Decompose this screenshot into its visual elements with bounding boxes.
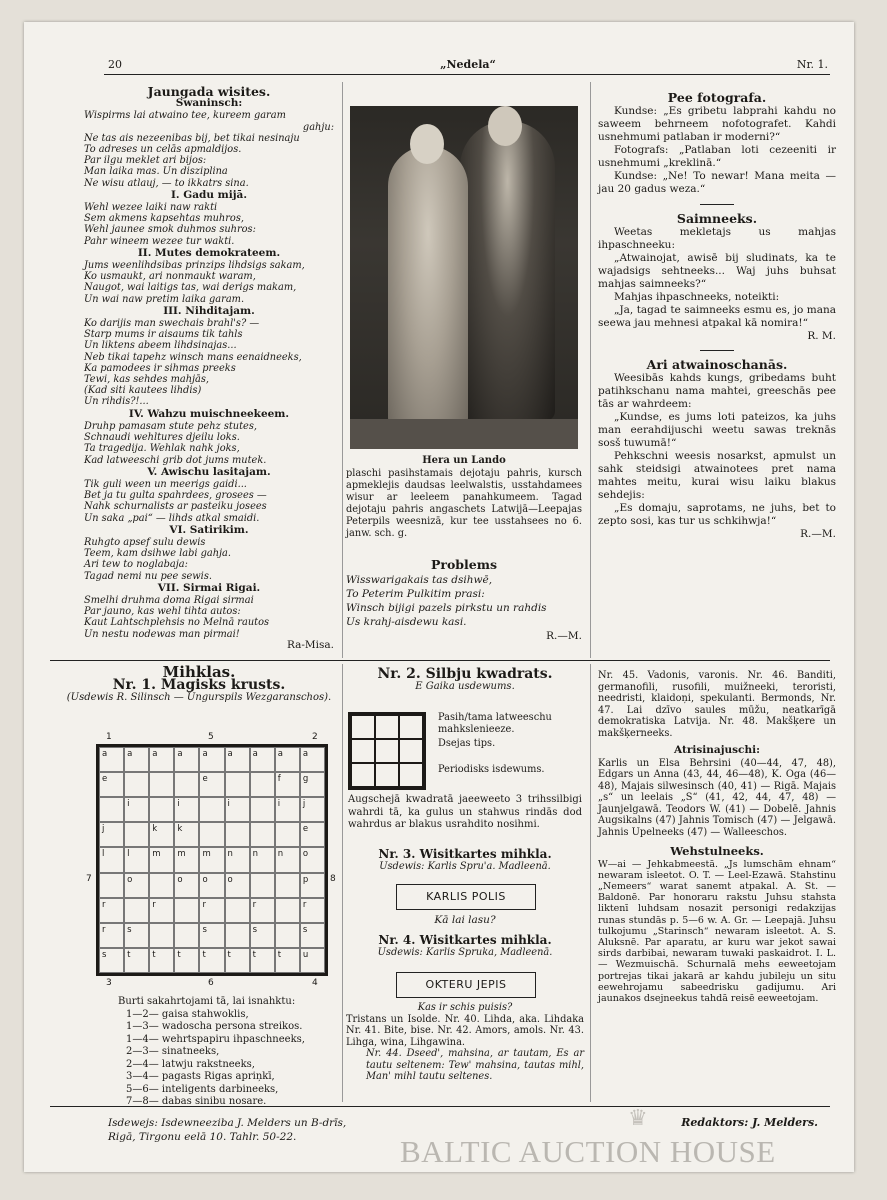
column-divider	[590, 82, 591, 658]
grid-cell: o	[199, 873, 224, 898]
poem-heading: V. Awischu lasitajam.	[147, 465, 271, 478]
poem-line: To adreses un celās apmaldijos.	[84, 144, 242, 156]
grid-cell	[149, 772, 174, 797]
answers-text: Tristans un Isolde. Nr. 40. Lihda, aka. Lihdaka Nr. 41. Bite, bise. Nr. 42. Amors, amols. Nr. 43. Lihga, wina, Lihgawina.	[346, 1013, 584, 1048]
grid-cell	[225, 898, 250, 923]
header-rule	[104, 74, 830, 75]
grid-cell: a	[149, 747, 174, 772]
poem-line: Winsch bijigi pazels pirkstu un rahdis	[346, 602, 547, 614]
clue-item: Periodisks isdewums.	[438, 764, 545, 775]
clue-item: Dsejas tips.	[438, 738, 496, 749]
grid-cell	[250, 772, 275, 797]
poem-line: Tewi, kas sehdes mahjās,	[84, 374, 210, 386]
address: Rigā, Tirgonu eelā 10. Tahlr. 50-22.	[108, 1131, 297, 1143]
anecdote-paragraph: Mahjas ihpaschneeks, noteikti:	[614, 291, 780, 303]
section-title: Atrisinajuschi:	[674, 744, 760, 756]
grid-cell	[250, 822, 275, 847]
grid-cell	[275, 898, 300, 923]
column-divider	[342, 82, 343, 658]
poem-heading: IV. Wahzu muischneekeem.	[128, 407, 290, 420]
grid-cell: s	[250, 923, 275, 948]
poem-line: Un liktens abeem lihdsinajas...	[84, 340, 237, 352]
poem-line: Un saka „pai“ — lihds atkal smaidi.	[84, 512, 260, 524]
grid-cell: t	[174, 948, 199, 973]
anecdote-title: Pee fotografa.	[667, 90, 767, 105]
poem-heading: I. Gadu mijā.	[171, 188, 247, 201]
grid-cell: t	[225, 948, 250, 973]
grid-cell: a	[99, 747, 124, 772]
grid-cell: r	[300, 898, 325, 923]
poem-line: Ta tragedija. Wehlak nahk joks,	[84, 443, 240, 455]
clue-item: 3—4— pagasts Rigas apriņkī,	[126, 1071, 275, 1082]
grid-number: 4	[312, 978, 318, 988]
photo-figure	[388, 146, 468, 436]
grid-number: 1	[106, 732, 112, 742]
poem-column	[84, 86, 334, 651]
footer-rule	[50, 1106, 830, 1107]
poem-line: Jums weenlihdsibas prinzips lihdsigs sakam,	[84, 260, 305, 272]
anecdote-paragraph: Weetas mekletajs us mahjas ihpaschneeku:	[598, 226, 836, 251]
poem-line: Neb tikai tapehz winsch mans eenaidneeks,	[84, 351, 302, 363]
grid-cell: n	[275, 847, 300, 872]
issue-number: Nr. 1.	[796, 58, 828, 71]
poem-line: Ne tas ais nezeenibas bij, bet tikai nesinaju	[84, 132, 300, 144]
poem-line: Nahk schurnalists ar pasteiku josees	[84, 501, 267, 513]
grid-cell: o	[300, 847, 325, 872]
answers-text: Nr. 45. Vadonis, varonis. Nr. 46. Banditi, germanofili, rusofili, muižneeki, teroristi, needristi, klaidoņi, spekulanti. Bermonds, Nr. 47. Lai dzīvo saules mūžu, neatkarīgā demokratiska Latvija. Nr. 48. Makšķere un makšķerneeks.	[598, 670, 836, 739]
grid-cell: i	[225, 797, 250, 822]
grid-cell: t	[275, 948, 300, 973]
anecdote-paragraph: „Kundse, es jums loti pateizos, ka juhs man eerahdijuschi weetu sawas treknās sosš tuwumā!“	[598, 411, 836, 449]
grid-cell: o	[225, 873, 250, 898]
poem-heading: VI. Satirikim.	[169, 523, 249, 536]
clue-item: 5—6— inteligents darbineeks,	[126, 1083, 279, 1095]
grid-cell: a	[124, 747, 149, 772]
answer-44: Nr. 44. Dseed', mahsina, ar tautam, Es ar tautu seltenem: Tew' mahsina, tautas mihl, Man' mihl tautu seltenes.	[366, 1048, 584, 1082]
poem-line: Wispirms lai atwaino tee, kureem garam	[84, 110, 286, 122]
crown-icon: ♛	[628, 1106, 648, 1131]
syllable-instructions: Augschejā kwadratā jaeeweeto 3 trihssilbigi wahrdi tā, ka gulus un stahwus rindās dod wahrdus ar blakus usrahdito nosihmi.	[348, 794, 582, 830]
grid-cell	[250, 873, 275, 898]
grid-cell: j	[300, 797, 325, 822]
article-title: Jaungada wisites.	[147, 84, 271, 99]
visiting-card: KARLIS POLIS	[396, 884, 536, 910]
photo-figure	[488, 106, 522, 146]
grid-cell: r	[149, 898, 174, 923]
column-divider	[342, 664, 343, 1102]
poem-heading: Swaninsch:	[175, 97, 243, 110]
poem-line: Kad latweeschi grib dot jums mutek.	[84, 454, 267, 466]
grid-cell	[149, 797, 174, 822]
poem-sections	[84, 98, 334, 640]
caption-title: Hera un Lando	[422, 455, 506, 466]
syllable-square-grid	[348, 712, 426, 790]
puzzle-author: E Gaika usdewums.	[415, 681, 515, 692]
clue-item: Pasih/tama latweeschu mahkslenieeze.	[438, 712, 552, 735]
grid-cell: u	[300, 948, 325, 973]
poem-line: Un rihdis?!...	[84, 396, 149, 408]
anecdote-paragraph: Weesibās kahds kungs, gribedams buht patihkschanu nama mahtei, greeschās pee tās ar wahrdeem:	[598, 372, 836, 410]
section-title: Wehstulneeks.	[670, 844, 764, 858]
anecdote-column	[598, 92, 836, 540]
grid-cell	[275, 923, 300, 948]
anecdote-paragraph: „Es domaju, saprotams, ne juhs, bet to zepto sosi, kas tur us schkihwja!“	[598, 502, 836, 527]
grid-cell	[124, 822, 149, 847]
poem-line: Man laika mas. Un disziplina	[84, 166, 228, 178]
poem-line: Smelhi druhma doma Rigai sirmai	[84, 594, 254, 606]
puzzle-title: Nr. 4. Wisitkartes mihkla.	[378, 933, 552, 947]
puzzle-author: Usdewis: Karlis Spru'a. Madleenā.	[379, 861, 551, 872]
page-number: 20	[108, 58, 122, 71]
puzzle-title: Nr. 3. Wisitkartes mihkla.	[378, 847, 552, 861]
grid-cell	[225, 822, 250, 847]
grid-number: 5	[208, 732, 214, 742]
grid-cell: k	[149, 822, 174, 847]
clue-item: 2—4— latwju rakstneeks,	[126, 1058, 255, 1070]
grid-cell	[124, 898, 149, 923]
riddles-header	[64, 663, 334, 704]
anecdote-paragraph: Kundse: „Es gribetu labprahi kahdu no saweem behrneem nofotografet. Kahdi usnehmumi patlaban ir moderni?“	[598, 105, 836, 143]
puzzle-question: Kas ir schis puisis?	[417, 1002, 513, 1013]
poem-heading: III. Nihditajam.	[163, 304, 255, 317]
grid-cell	[174, 898, 199, 923]
grid-cell	[225, 772, 250, 797]
poem-line: Un wai naw pretim laika garam.	[84, 293, 245, 305]
grid-cell: a	[250, 747, 275, 772]
visiting-card-puzzle-4	[346, 934, 584, 959]
publisher-info	[108, 1116, 346, 1144]
newspaper-page	[24, 22, 854, 1172]
poem-line: Druhp pamasam stute pehz stutes,	[84, 420, 257, 432]
poem-line: Starp mums ir aisaums tik tahls	[84, 329, 243, 341]
poem-heading: VII. Sirmai Rigai.	[157, 581, 261, 594]
clue-item: 7—8— dabas sinibu nosare.	[126, 1096, 267, 1107]
section-title: Problems	[430, 557, 498, 572]
visiting-card-puzzle-3	[346, 848, 584, 873]
grid-cell: r	[99, 898, 124, 923]
grid-cell	[199, 822, 224, 847]
grid-cell: o	[174, 873, 199, 898]
grid-cell: i	[174, 797, 199, 822]
grid-cell: s	[199, 923, 224, 948]
grid-cell	[174, 772, 199, 797]
grid-cell: a	[300, 747, 325, 772]
grid-cell: g	[300, 772, 325, 797]
grid-cell: r	[99, 923, 124, 948]
anecdote-paragraph: Pehkschni weesis nosarkst, apmulst un sahk steidsigi atwainotees pret nama mahtes meitu, kurai wisu laiku blakus sehdejis:	[598, 450, 836, 501]
separator-rule	[700, 350, 734, 351]
grid-cell: s	[99, 948, 124, 973]
visiting-card: OKTERU JEPIS	[396, 972, 536, 998]
dancers-photo	[350, 106, 578, 449]
problems-section	[346, 558, 582, 643]
poem-line: Ari tew to noglabaja:	[84, 559, 188, 571]
signature: R. M.	[807, 330, 836, 342]
grid-number: 8	[330, 874, 336, 884]
anecdote-paragraph: Fotografs: „Patlaban loti cezeeniti ir usnehmumi „kreklinā.“	[598, 144, 836, 169]
clue-item: 1—3— wadoscha persona streikos.	[126, 1021, 303, 1032]
grid-cell	[250, 797, 275, 822]
poem-line: (Kad siti kautees lihdis)	[84, 385, 202, 397]
grid-cell	[99, 873, 124, 898]
grid-cell: t	[149, 948, 174, 973]
grid-cell: a	[225, 747, 250, 772]
magic-cross-clues	[118, 996, 338, 1109]
grid-cell: m	[174, 847, 199, 872]
poem-line: Bet ja tu gulta spahrdees, grosees —	[84, 490, 267, 502]
grid-cell: a	[275, 747, 300, 772]
grid-cell: j	[99, 822, 124, 847]
separator-rule	[700, 204, 734, 205]
grid-cell: l	[124, 847, 149, 872]
poem-line: Wisswarigakais tas dsihwē,	[346, 574, 493, 586]
grid-number: 6	[208, 978, 214, 988]
puzzle-title: Nr. 2. Silbju kwadrats.	[377, 666, 553, 682]
publisher: Isdewejs: Isdewneeziba J. Melders un B-drīs,	[108, 1117, 347, 1129]
grid-cell: l	[99, 847, 124, 872]
grid-cell: m	[199, 847, 224, 872]
grid-cell	[124, 772, 149, 797]
grid-cell: a	[199, 747, 224, 772]
poem-line: Pahr wineem wezee tur wakti.	[84, 235, 235, 247]
column-divider	[590, 664, 591, 1102]
syllable-clues	[438, 712, 588, 790]
poem-line: Sem akmens kapsehtas muhros,	[84, 213, 244, 225]
grid-cell: a	[174, 747, 199, 772]
poem-line: Teem, kam dsihwe labi gahja.	[84, 548, 232, 560]
photo-caption	[346, 454, 582, 540]
grid-cell: i	[124, 797, 149, 822]
solvers-text: Karlis un Elsa Behrsini (40—44, 47, 48), Edgars un Anna (43, 44, 46—48), K. Oga (46—48), Majais silwesinsch (40, 41) — Rigā. Majais „s“ un leelais „S“ (41, 42, 44, 47, 48) — Jaunjelgawā. Teodors W. (41) — Dobelē. Jahnis Augsikalns (47) Jahnis Tomisch (47) — Jelgawā. Jahnis Upelneeks (47) — Walleeschos.	[598, 757, 836, 838]
puzzle-question: Kā lai lasu?	[434, 914, 496, 926]
poem-line: Par ilgu meklet ari bijos:	[84, 155, 207, 167]
grid-cell: r	[250, 898, 275, 923]
anecdote-paragraph: Kundse: „Ne! To newar! Mana meita — jau 20 gadus weza.“	[598, 170, 836, 195]
grid-cell: s	[124, 923, 149, 948]
magic-cross-grid	[96, 744, 328, 976]
grid-cell: s	[300, 923, 325, 948]
anecdote-paragraph: „Atwainojat, awisē bij sludinats, ka te wajadsigs sehtneeks... Waj juhs buhsat mahjas saimneeks?“	[598, 252, 836, 290]
syllable-square-section	[346, 668, 584, 693]
anecdote-title: Saimneeks.	[676, 211, 758, 226]
grid-cell	[99, 797, 124, 822]
grid-cell: t	[124, 948, 149, 973]
poem-line: To Peterim Pulkitim prasi:	[346, 588, 485, 600]
poem-line: Par jauno, kas wehl tihta autos:	[84, 606, 241, 618]
letters-text: W—ai — Jehkabmeestā. „Js lumschām ehnam“ newaram isleetot. O. T. — Leel-Ezawā. Stahstinu „Nemeers“ warat sanemt atpakal. A. St. — Baldonē. Par honoraru rakstu Juhsu stahsta liktenī luhdsam nosazit personigi redakzijas runas stundās p. 5—6 w. A. Gr. — Leepajā. Juhsu tulkojumu „Starinsch“ newaram isleetot. A. S. Aluksnē. Par aparatu, ar kuru war jekot sawai sirds darbibai, newaram tuwaki paskaidrot. I. L. — Wezmuischā. Schurnalā mehs eeweetojam portrejas tikai jakarā ar kahdu jubileju un situ eewehrojamu sabeedrisku gadijumu. Ari jaunakos dsejneekus tahdā reisē eeweetojam.	[598, 858, 836, 1004]
grid-cell	[225, 923, 250, 948]
poem-line: Us krahj-aisdewu kasi.	[346, 616, 467, 628]
grid-cell: i	[275, 797, 300, 822]
grid-cell: e	[300, 822, 325, 847]
poem-line: Wehl jaunee smok duhmos suhros:	[84, 224, 256, 236]
poem-line: Ko darijis man swechais brahl's? —	[84, 318, 260, 330]
puzzle-title: Nr. 1. Magisks krusts.	[112, 677, 286, 693]
photo-floor	[350, 419, 578, 449]
grid-number: 2	[312, 732, 318, 742]
grid-cell: n	[250, 847, 275, 872]
poem-heading: II. Mutes demokrateem.	[137, 246, 281, 259]
clue-item: 2—3— sinatneeks,	[126, 1046, 220, 1057]
grid-cell: o	[124, 873, 149, 898]
anecdote-title: Ari atwainoschanās.	[646, 357, 788, 372]
grid-cell	[149, 923, 174, 948]
grid-cell: n	[225, 847, 250, 872]
poem-line: Schnaudi wehltures djeilu loks.	[84, 432, 240, 444]
photo-figure	[460, 121, 555, 421]
grid-cell	[174, 923, 199, 948]
poem-line: Ka pamodees ir sihmas preeks	[84, 362, 236, 374]
signature: R.—M.	[800, 528, 836, 540]
grid-cell: r	[199, 898, 224, 923]
answers-and-letters	[598, 670, 836, 1004]
grid-cell: t	[199, 948, 224, 973]
signature: Ra-Misa.	[286, 638, 334, 651]
clue-list	[118, 1009, 338, 1109]
poem-line: Tagad nemi nu pee sewis.	[84, 570, 212, 582]
photo-figure	[410, 124, 444, 164]
grid-number: 3	[106, 978, 112, 988]
grid-cell: t	[250, 948, 275, 973]
puzzle-author: (Usdewis R. Silinsch — Ungurspils Wezgaranschos).	[66, 692, 332, 703]
anecdote-paragraph: „Ja, tagad te saimneeks esmu es, jo mana seewa jau mehnesi atpakal kā nomira!“	[598, 304, 836, 329]
grid-cell	[149, 873, 174, 898]
grid-cell	[275, 822, 300, 847]
puzzle-author: Usdewis: Karlis Spruka, Madleenā.	[377, 947, 553, 958]
clue-instruction: Burti sakahrtojami tā, lai isnahktu:	[118, 996, 296, 1007]
poem-line: Ne wisu atlauj, — to ikkatrs sina.	[84, 177, 249, 189]
grid-cell	[199, 797, 224, 822]
grid-cell	[275, 873, 300, 898]
poem-line: Ruhgto apsef sulu dewis	[84, 536, 206, 548]
grid-cell: p	[300, 873, 325, 898]
caption-text: plaschi pasihstamais dejotaju pahris, kursch apmeklejis daudsas leelwalstis, usstahdamees wisur ar leeleem panahkumeem. Tagad dejotaju pahris angaschets Latwijā—Leepajas Peterpils weesnizā, kur tee usstahsees no 6. janw. sch. g.	[346, 468, 582, 539]
grid-cell: e	[99, 772, 124, 797]
poem-line: Ko usmaukt, ari nonmaukt waram,	[84, 271, 256, 283]
grid-cell: e	[199, 772, 224, 797]
editor: Redaktors: J. Melders.	[681, 1116, 818, 1129]
clue-item: 1—2— gaisa stahwoklis,	[126, 1008, 249, 1020]
clue-item: 1—4— wehrtspapiru ihpaschneeks,	[126, 1033, 305, 1045]
grid-cell: k	[174, 822, 199, 847]
problems-poem	[346, 573, 582, 629]
riddles-title: Mihklas.	[162, 663, 236, 681]
signature: R.—M.	[546, 630, 582, 642]
poem-line: Wehl wezee laiki naw rakti	[84, 202, 218, 214]
watermark: BALTIC AUCTION HOUSE	[400, 1134, 776, 1169]
grid-cell: m	[149, 847, 174, 872]
poem-line: Naugot, wai laitigs tas, wai derigs makam,	[84, 282, 297, 294]
grid-cell: f	[275, 772, 300, 797]
poem-line: Un nestu nodewas man pirmai!	[84, 628, 240, 640]
answers-block	[346, 1002, 584, 1083]
poem-line: gahju:	[302, 121, 334, 133]
poem-line: Tik guli ween un meerigs gaidi...	[84, 478, 247, 490]
poem-line: Kaut Lahtschplehsis no Melnā rautos	[84, 617, 269, 629]
section-rule	[50, 660, 830, 661]
publication-title: „Nedela“	[440, 58, 496, 71]
grid-number: 7	[86, 874, 92, 884]
